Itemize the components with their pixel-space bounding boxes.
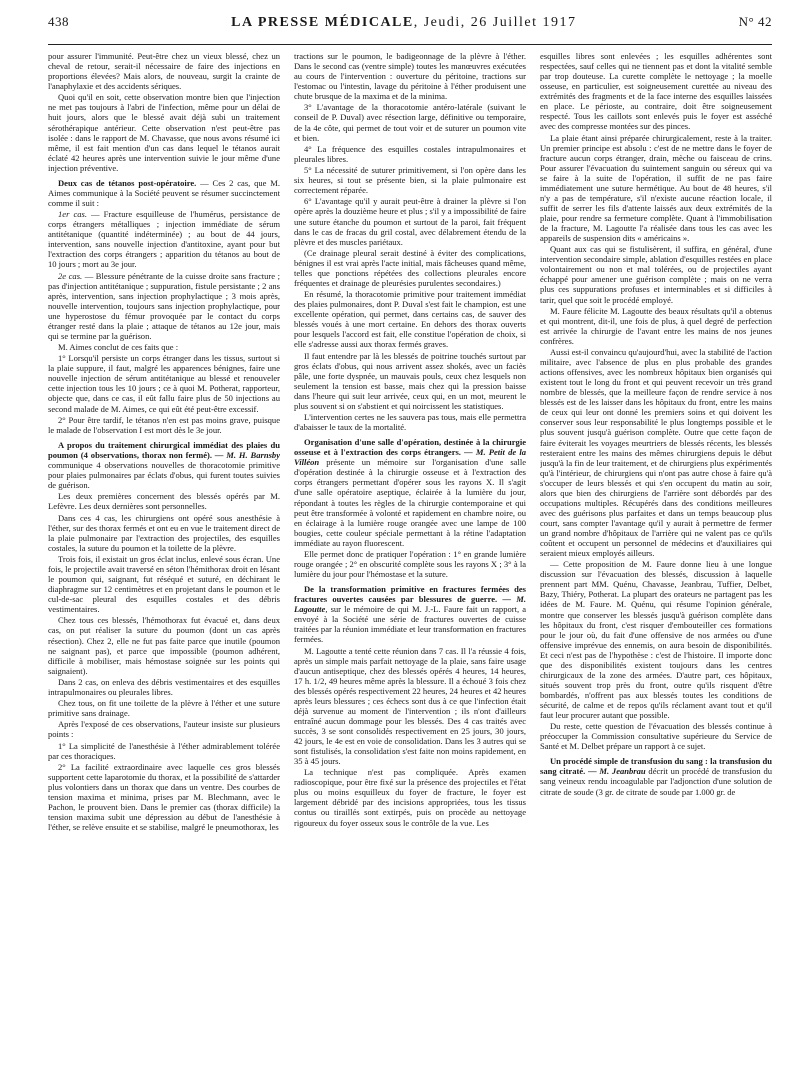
paragraph-text: communique 4 observations nouvelles de thoracotomie primitive pour plaies pulmonaires par éclats d'obus, qui furent toutes suivies de guérison.	[48, 459, 280, 491]
paragraph: 1° La simplicité de l'anesthésie à l'éther admirablement tolérée par ces thoraciques.	[48, 740, 280, 761]
paragraph: tractions sur le poumon, le badigeonnage de la plèvre à l'éther. Dans le second cas (ventre simple) toutes les manœuvres exécutées au cours de l'intervention : ouverture du péritoine, tractions sur l'estomac ou l'intestin, lavage du péritoine à l'éther produisent une chute brusque de la maxima et de la minima.	[294, 51, 526, 102]
paragraph: Dans 2 cas, on enleva des débris vestimentaires et des esquilles intrapulmonaires ou pleurales libres.	[48, 676, 280, 697]
paragraph: M. Aimes conclut de ces faits que :	[58, 342, 179, 353]
paragraph: L'intervention certes ne les sauvera pas tous, mais elle permettra d'abaisser le taux de la mortalité.	[294, 412, 526, 433]
section-author: — M. Lagoutte	[294, 594, 526, 615]
paragraph-text: — Ces 2 cas, que M. Aimes communique à la Société peuvent se résumer succinctement comme il suit :	[48, 177, 280, 208]
running-title	[231, 15, 576, 31]
section-paragraph	[294, 584, 526, 644]
paragraph: Trois fois, il existait un gros éclat inclus, enlevé sous écran. Une fois, le projectile avait traversé en séton l'hémithorax droit en lésant le poumon qui, saignant, fut réséqué et suturé, en déchirant le diaphragme sur 12 centimètres et en projetant dans le poumon et le cul-de-sac pleural des esquilles costales et des débris vestimentaires.	[48, 553, 280, 615]
paragraph: — Cette proposition de M. Faure donne lieu à une longue discussion sur l'évacuation des blessés, discussion à laquelle prennent part MM. Quénu, Chavasse, Jeanbrau, Tuffier, Delbet, Bazy, Thiéry, Potherat. La plupart des orateurs ne partagent pas les idées de M. Faure. M. Quénu, qui résume l'opinion générale, montre que conserver les blessés jusqu'à guérison complète dans les hôpitaux du front, c'est risquer d'embouteiller ces formations pour le jour où, du fait d'une offensive de nos armées ou d'une offensive imprévue des ennemis, on aura besoin de disponibilités. Et ceci n'est pas de l'hypothèse : c'est de l'histoire. Il importe donc que des disponibilités existent toujours dans les centres chirurgicaux de la zone des armées. D'autre part, ces hôpitaux, situés souvent trop près du front, outre qu'ils risquent d'être bombardés, n'offrent pas aux blessés toutes les conditions de sécurité, de calme et de repos qu'ils réclament avant tout et qu'il faut leur procurer autant que possible.	[540, 559, 772, 720]
section-author: — M. H. Barnsby	[211, 449, 280, 460]
paragraph: 5° La nécessité de suturer primitivement, si l'on opère dans les six heures, si tout se présente bien, si la plaie pulmonaire est correctement réparée.	[294, 165, 526, 196]
section-title: Un procédé simple de transfusion du sang : la transfusion du sang citraté.	[540, 756, 772, 777]
paragraph	[48, 209, 280, 269]
case-label: 1er cas.	[58, 209, 87, 220]
column-2	[294, 51, 526, 1076]
paragraph: Quant aux cas qui se fistulisèrent, il suffira, en général, d'une intervention secondaire simple, ablation d'esquilles restées en place volontairement ou non et mal tolérées, ou de projectiles ayant échappé pour amener une guérison complète ; mais on ne verra plus ces suppurations profuses et interminables et si difficiles à tarir, quel que soit le procédé employé.	[540, 244, 772, 305]
paragraph: Chez tous ces blessés, l'hémothorax fut évacué et, dans deux cas, on put réaliser la suture du poumon (dont un cas après résection). Chez 2, elle ne fut pas faite parce que inutile (poumon ne saignant pas), et parce que impossible (poumon adhérent, difficile à mobiliser, mais hémostase soignée sur les points qui saignaient).	[48, 615, 280, 676]
paragraph: Il faut entendre par là les blessés de poitrine touchés surtout par gros éclats d'obus, qui nous arrivent assez shokés, avec un faciès pâle, une forte dyspnée, un mauvais pouls, ceux chez lesquels non seulement la tension est basse, mais chez qui la pression baisse dans l'heure qui suit leur arrivée, ceux qui, en un mot, meurent le plus souvent si on s'abstient et qui noircissent les statistiques.	[294, 350, 526, 411]
paragraph: 2° La facilité extraordinaire avec laquelle ces gros blessés supportent cette laparotomie du thorax, et la possibilité de s'attarder plus volontiers dans un thorax que dans un ventre. Des courbes de tension maxima et minima, prises par M. Blechmann, avec le Pachon, le prouvent bien. Dans le premier cas (thorax difficile) la tension maxima subit une dépression au début de l'anesthésie à l'éther, se relève ensuite et se stabilise, malgré le pneumothorax, les	[48, 762, 280, 833]
section-paragraph	[48, 178, 280, 208]
column-3	[540, 51, 772, 1076]
paragraph: Aussi est-il convaincu qu'aujourd'hui, avec la stabilité de l'action militaire, avec l'absence de plus en plus probable des grandes actions offensives, avec les nombreux hôpitaux bien organisés qui existent tout le long du front et qui peuvent recevoir un très grand nombre de blessés, que la meilleure façon de rendre service à nos blessés est de les laisser dans les hôpitaux du front, entre les mains de ceux qui leur ont donné les premiers soins et qui doivent les conserver sous leur responsabilité le plus longtemps possible et le plus souvent jusqu'à guérison complète. Outre que cette façon de faire éviterait les voyages meurtriers de blessés récents, les blessés resteraient entre les mains des mêmes chirurgiens depuis le début jusqu'à la fin de leur traitement, et de chirurgiens plus expérimentés qu'à l'intérieur, de chirurgiens qui n'ont pas autre chose à faire qu'à s'occuper de leurs blessés et qui s'en occupent du matin au soir, alors que bien des chirurgiens de l'arrière sont débordés par des occupations multiples. Récupérés dans des conditions meilleures avec des guérisons plus parfaites et dans un temps beaucoup plus court, sans compter l'avantage qu'il y aurait à permettre de fermer un grand nombre d'hôpitaux de l'arrière qui ne valent pas ce qu'ils coûtent et occupent un personnel de médecins et d'auxiliaires qui seraient mieux employés ailleurs.	[540, 347, 772, 559]
section-title: A propos du traitement chirurgical immédiat des plaies du poumon (4 observations, thorax non fermé).	[48, 439, 280, 460]
paragraph-text: , sur le mémoire de qui M. J.-L. Faure fait un rapport, a envoyé à la Société une série de fractures ouvertes de cuisse traitées par la réunion immédiate et leur transformation en fractures fermées.	[294, 604, 526, 645]
paragraph: esquilles libres sont enlevées ; les esquilles adhérentes sont respectées, sauf celles qui ne tiennent pas et dont la vitalité semble par trop douteuse. La curette complète le nettoyage ; la moelle osseuse, en particulier, est soigneusement curettée au niveau des extrémités des fragments et de la face interne des esquilles laissées en place. Le périoste, au contraire, doit être soigneusement respecté. Tous les caillots sont enlevés puis le foyer est asséché avec des compresse montées sur des pinces.	[540, 51, 772, 132]
issue-number: N° 42	[738, 14, 772, 29]
paragraph-text: — Blessure pénétrante de la cuisse droite sans fracture ; pas d'injection antitétanique ; suppuration, fistule persistante ; 2 ans après, intervention, sans injection prophylactique ; 3 mois après, nouvelle intervention, toujours sans injection prophylactique, pour une hyperostose du fémur provoquée par le contact du corps étranger resté dans la plaie ; attaque de tétanos au 12e jour, mais qui se termine par la guérison.	[48, 270, 280, 341]
paragraph: (Ce drainage pleural serait destiné à éviter des complications, bénignes il est vrai après l'acte initial, mais fâcheuses quand même, telles que ponctions répétées des collections pleurales encore fréquentes et drainage de pleurésies purulentes secondaires.)	[294, 247, 526, 288]
paragraph: pour assurer l'immunité. Peut-être chez un vieux blessé, chez un cheval de retour, serait-il nécessaire de faire des injections en proportions élevées? Mais alors, de nouveau, surgit la crainte de l'anaphylaxie et des accidents sériques.	[48, 51, 280, 92]
paragraph: 2° Pour être tardif, le tétanos n'en est pas moins grave, puisque le malade de l'observation I est mort dès le 3e jour.	[48, 414, 280, 435]
issue-date: , Jeudi, 26 Juillet 1917	[413, 15, 577, 30]
paragraph: 1° Lorsqu'il persiste un corps étranger dans les tissus, surtout si la plaie suppure, il faut, malgré les apparences bénignes, faire une nouvelle injection de sérum antitétanique au blessé et renouveler cette injection tous les 10 jours ; ce à quoi M. Potherat, rapporteur, objecte que, dans ce cas, il eût fallu faire plus de 50 injections au second malade de M. Aimes, ce qui eût été peut-être excessif.	[48, 353, 280, 414]
paragraph: 6° L'avantage qu'il y aurait peut-être à drainer la plèvre si l'on opère après la douzième heure et plus ; s'il y a impossibilité de faire une suture étanche du poumon et surtout de la paroi, fait fréquent dans le cas de fracas du gril costal, avec délabrement étendu de la plèvre et des muscles pariétaux.	[294, 196, 526, 247]
page-number: 438	[48, 14, 69, 29]
paragraph	[48, 271, 280, 341]
section-paragraph	[540, 756, 772, 796]
section-paragraph	[48, 440, 280, 490]
paragraph: Chez tous, on fit une toilette de la plèvre à l'éther et une suture primitive sans drainage.	[48, 698, 280, 719]
case-label: 2e cas.	[58, 270, 83, 281]
section-author: — M. Petit de la Villéon	[294, 447, 526, 468]
column-1	[48, 51, 280, 1076]
section-author: — M. Jeanbrau	[585, 766, 646, 777]
section-title: Deux cas de tétanos post-opératoire.	[58, 177, 197, 188]
paragraph: La plaie étant ainsi préparée chirurgicalement, reste à la traiter. Un premier principe est absolu : c'est de ne mettre dans le foyer de fracture aucun corps étranger, drain, mèche ou faisceau de crins. Pour assurer l'évacuation du suintement sanguin ou séreux qui va se faire à la suite de l'opération, il suffit de ne pas faire immédiatement une suture hermétique. Au bout de 48 heures, s'il n'y a pas de température, s'il n'existe aucune réaction locale, il suffit de serrer les fils d'attente laissés aux deux extrémités de la plaie, pour rendre sa fermeture complète. Quant à l'immobilisation de la fracture, M. Lagoutte l'a réalisée dans tous les cas avec les appareils de suspension dits « américains ».	[540, 132, 772, 244]
journal-name: LA PRESSE MÉDICALE	[231, 15, 414, 30]
paragraph: M. Faure félicite M. Lagoutte des beaux résultats qu'il a obtenus et qui montrent, dit-il, une fois de plus, à quel degré de perfection est arrivée la chirurgie de l'avant entre les mains de nos jeunes confrères.	[540, 305, 772, 346]
paragraph-text: présente un mémoire sur l'organisation d'une salle d'opération destinée à la chirurgie osseuse et à l'extraction des corps étrangers permettant d'opérer sous les rayons X. Il s'agit d'une salle opératoire aseptique, éclairée à la lumière du jour, répondant à toutes les règles de la chirurgie contemporaine et qui peut être transformée à volonté et rapidement en chambre noire, ou en éclairage à la lumière rouge orangée avec une lampe de 100 bougies, cette couleur spéciale permettant à la rétine l'adaptation immédiate au rayon fluorescent.	[294, 457, 526, 548]
paragraph-text: décrit un procédé de transfusion du sang veineux rendu incoagulable par l'adjonction d'une solution de citrate de soude (3 gr. de citrate de soude par 1.000 gr. de	[540, 766, 772, 797]
paragraph: 3° L'avantage de la thoracotomie antéro-latérale (suivant le conseil de P. Duval) avec résection large, définitive ou temporaire, de la 4e côte, qui permet de tout voir et de suturer un poumon vite et bien.	[294, 102, 526, 143]
paragraph: 4° La fréquence des esquilles costales intrapulmonaires et pleurales libres.	[294, 143, 526, 164]
paragraph: Les deux premières concernent des blessés opérés par M. Lefèvre. Les deux dernières sont personnelles.	[48, 491, 280, 512]
paragraph: Quoi qu'il en soit, cette observation montre bien que l'injection ne met pas toujours à l'abri de l'infection, même pour un délai de huit jours, alors que le blessé avait déjà subi un traitement sérothérapique antérieur. Cette observation n'est peut-être pas isolée : dans le rapport de M. Chavasse, que nous avons résumé ici même, il est fait mention d'un cas dans lequel le tétanos aurait éclaté 42 heures après une intervention suivie le jour même d'une injection préventive.	[48, 92, 280, 173]
paragraph: En résumé, la thoracotomie primitive pour traitement immédiat des plaies pulmonaires, dont P. Duval s'est fait le champion, est une excellente opération, qui permet, dans certains cas, de sauver des blessés voués à une mort certaine. En dehors des thorax ouverts pour lesquels l'accord est fait, elle constitue l'opération de choix, si elle s'adresse aussi aux thorax fermés graves.	[294, 289, 526, 350]
section-title: De la transformation primitive en fractures fermées des fractures ouvertes causées par blessures de guerre.	[294, 584, 526, 605]
paragraph: Dans ces 4 cas, les chirurgiens ont opéré sous anesthésie à l'éther, sur des thorax fermés et ont eu en vue le traitement direct de la plaie pulmonaire par l'extraction des projectiles, des esquilles costales, la suture du poumon et la toilette de la plèvre.	[48, 512, 280, 553]
section-paragraph	[294, 437, 526, 548]
paragraph: Elle permet donc de pratiquer l'opération : 1° en grande lumière rouge orangée ; 2° en obscurité complète sous les rayons X ; 3° à la lumière du jour pour l'hémostase et la suture.	[294, 548, 526, 580]
text-columns	[48, 51, 772, 1076]
paragraph-text: — Fracture esquilleuse de l'humérus, persistance de corps étrangers métalliques ; injection immédiate de sérum antitétanique (quantité indéterminée) ; au bout de 44 jours, intervention, sans nouvelle injection d'antitoxine, ayant pour but l'extraction des corps étrangers ; apparition du tétanos au bout de 10 jours ; mort au 3e jour.	[48, 209, 280, 270]
paragraph: La technique n'est pas compliquée. Après examen radioscopique, pour être fixé sur la présence des projectiles et l'état plus ou moins esquilleux du foyer de fracture, le foyer est largement débridé par des incisions appropriées, tous les tissus contus ou tiraillés sont extirpés, puis on procède au nettoyage rigoureux du foyer osseux sous le contrôle de la vue. Les	[294, 767, 526, 828]
paragraph: M. Lagoutte a tenté cette réunion dans 7 cas. Il l'a réussie 4 fois, après un simple mais parfait nettoyage de la plaie, sans faire usage d'aucun antiseptique, chez des blessés opérés 4 heures, 14 heures, 17 h. 1/2, 49 heures même après la blessure. Il a échoué 3 fois chez des blessés opérés respectivement 22 heures, 24 heures et 42 heures après leurs blessures ; ces échecs sont dus à ce que l'infection était déjà survenue au moment de l'intervention ; ils n'ont d'ailleurs entraîné aucun dommage pour les blessés. Des 4 cas traités avec succès, 3 se sont consolidés respectivement en 25 jours, 30 jours, 42 jours, le 4e est en voie de consolidation. Dans les 3 autres qui se sont fistulisés, la consolidation s'est faite non moins rapidement, en 35 à 45 jours.	[294, 645, 526, 767]
paragraph: Après l'exposé de ces observations, l'auteur insiste sur plusieurs points :	[48, 719, 280, 740]
paragraph: Du reste, cette question de l'évacuation des blessés continue à préoccuper la Commission consultative supérieure du Service de Santé et M. Delbet prépare un rapport à ce sujet.	[540, 721, 772, 752]
section-title: Organisation d'une salle d'opération, destinée à la chirurgie osseuse et à l'extraction des corps étrangers.	[294, 437, 526, 458]
page-header	[48, 14, 772, 45]
